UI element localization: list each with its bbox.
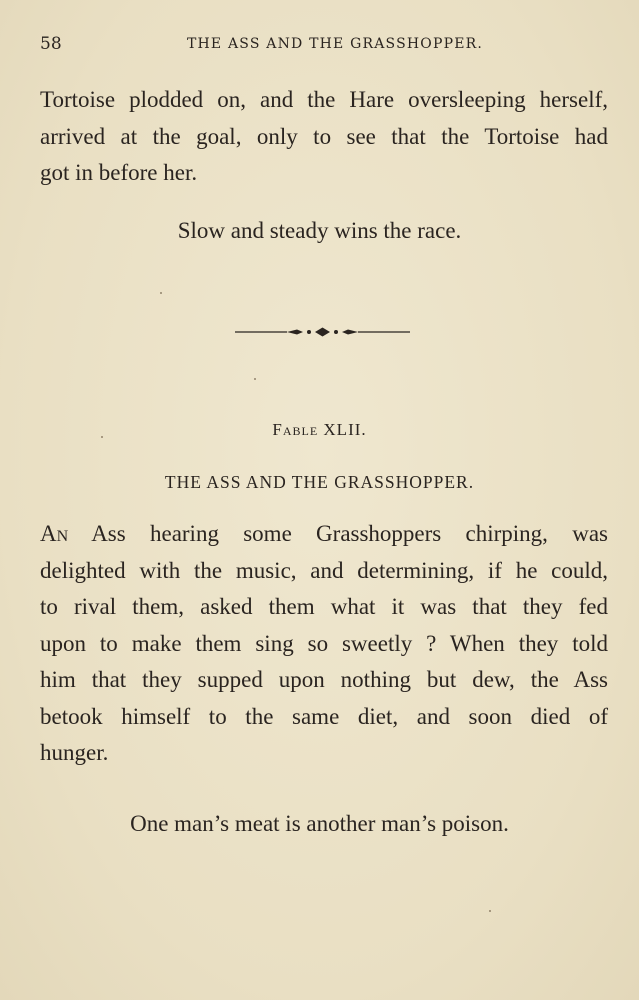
text-line [40,516,608,553]
previous-fable-moral: Slow and steady wins the race. [177,218,462,243]
text-line: betook himself to the same diet, and soon died of [40,703,608,729]
fable-number-numeral: XLII. [323,420,367,439]
fable-number [0,420,639,440]
text-line: delighted with the music, and determining, if he could, [40,557,608,583]
text-line: upon to make them sing so sweetly ? When they told [40,630,608,656]
paper-speck [160,292,162,294]
paper-speck [101,436,103,438]
paper-speck [489,910,491,912]
text-line: Tortoise plodded on, and the Hare oversleeping herself, [40,87,608,112]
fable-body [40,516,608,772]
paper-speck [254,378,256,380]
opening-word: An [40,521,69,546]
text-line-rest: Ass hearing some Grasshoppers chirping, was [91,521,608,546]
fable-title: THE ASS AND THE GRASSHOPPER. [164,472,475,492]
decorative-rule-ornament [235,322,410,342]
fable-moral: One man’s meat is another man’s poison. [130,811,509,836]
previous-fable-ending [40,82,608,192]
page-header [40,34,606,56]
fable-number-prefix: Fable [272,420,319,439]
running-head: THE ASS AND THE GRASSHOPPER. [186,36,484,52]
text-line: got in before her. [40,160,198,185]
page-number: 58 [40,34,62,54]
text-line: to rival them, asked them what it was that they fed [40,594,608,619]
text-line: hunger. [40,740,109,765]
text-line: arrived at the goal, only to see that the Tortoise had [40,123,608,149]
text-line: him that they supped upon nothing but dew, the Ass [40,667,608,692]
